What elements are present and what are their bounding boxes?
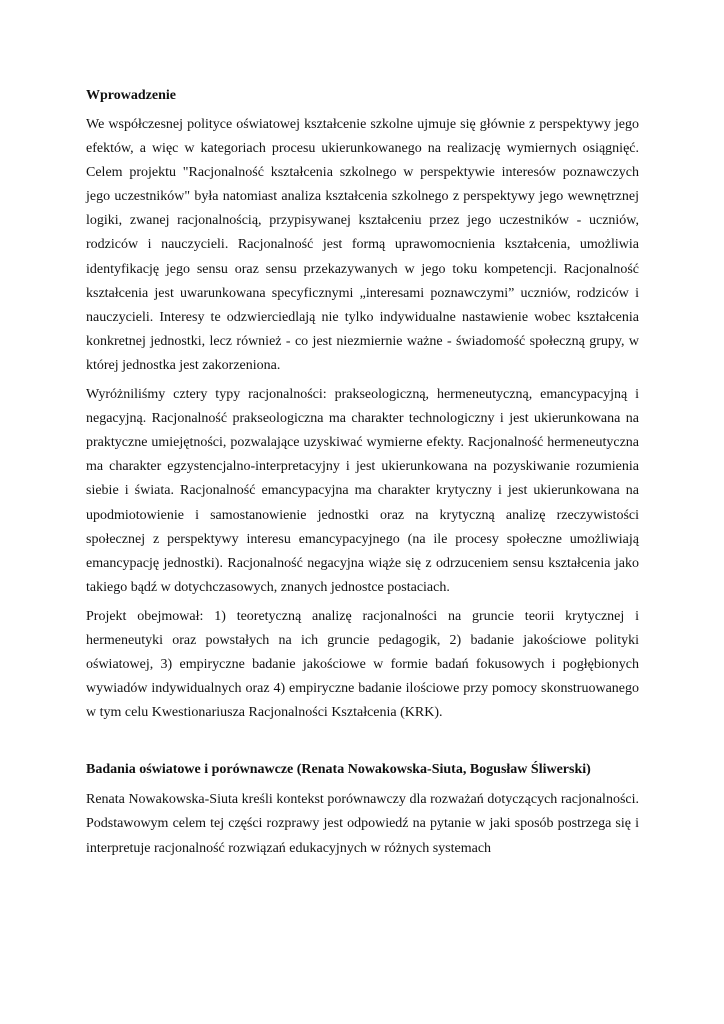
intro-paragraph-1: We współczesnej polityce oświatowej kształcenie szkolne ujmuje się głównie z perspektywy jego efektów, a więc w kategoriach procesu ukierunkowanego na realizację wymiernych osiągnięć. Celem projektu "Racjonalność kształcenia szkolnego w perspektywie interesów poznawczych jego uczestników" była natomiast analiza kształcenia szkolnego z perspektywy jego wewnętrznej logiki, zwanej racjonalnością, przypisywanej kształceniu przez jego uczestników - uczniów, rodziców i nauczycieli. Racjonalność jest formą uprawomocnienia kształcenia, umożliwia identyfikację jego sensu oraz sensu przekazywanych w jego toku kompetencji. Racjonalność kształcenia jest uwarunkowana specyficznymi „interesami poznawczymi” uczniów, rodziców i nauczycieli. Interesy te odzwierciedlają nie tylko indywidualne nastawienie wobec kształcenia konkretnej jednostki, lecz również - co jest niezmiernie ważne - świadomość społeczną grupy, w której jednostka jest zakorzeniona. — [86, 117, 639, 373]
section-heading-intro: Wprowadzenie — [86, 88, 176, 103]
section-heading-comparative-research: Badania oświatowe i porównawcze (Renata Nowakowska-Siuta, Bogusław Śliwerski) — [86, 762, 591, 778]
intro-paragraph-2: Wyróżniliśmy cztery typy racjonalności: prakseologiczną, hermeneutyczną, emancypacyjną i negacyjną. Racjonalność prakseologiczna ma charakter technologiczny i jest ukierunkowana na praktyczne umiejętności, pozwalające uzyskiwać wymierne efekty. Racjonalność hermeneutyczna ma charakter egzystencjalno-interpretacyjny i jest ukierunkowana na pozyskiwanie rozumienia siebie i świata. Racjonalność emancypacyjna ma charakter krytyczny i jest ukierunkowana na upodmiotowienie i samostanowienie jednostki oraz na krytyczną analizę rzeczywistości społecznej z perspektywy interesu emancypacyjnego (na ile procesy społeczne umożliwiają emancypację jednostki). Racjonalność negacyjna wiąże się z odrzuceniem sensu kształcenia jako takiego bądź w dotychczasowych, znanych jednostce postaciach. — [86, 387, 639, 595]
document-page — [86, 84, 639, 866]
section2-paragraph-1: Renata Nowakowska-Siuta kreśli kontekst porównawczy dla rozważań dotyczących racjonalności. Podstawowym celem tej części rozprawy jest odpowiedź na pytanie w jaki sposób postrzega się i interpretuje racjonalność rozwiązań edukacyjnych w różnych systemach — [86, 792, 639, 856]
intro-paragraph-3: Projekt obejmował: 1) teoretyczną analizę racjonalności na gruncie teorii krytycznej i hermeneutyki oraz powstałych na ich gruncie pedagogik, 2) badanie jakościowe polityki oświatowej, 3) empiryczne badanie jakościowe w formie badań fokusowych i pogłębionych wywiadów indywidualnych oraz 4) empiryczne badanie ilościowe przy pomocy skonstruowanego w tym celu Kwestionariusza Racjonalności Kształcenia (KRK). — [86, 608, 639, 721]
